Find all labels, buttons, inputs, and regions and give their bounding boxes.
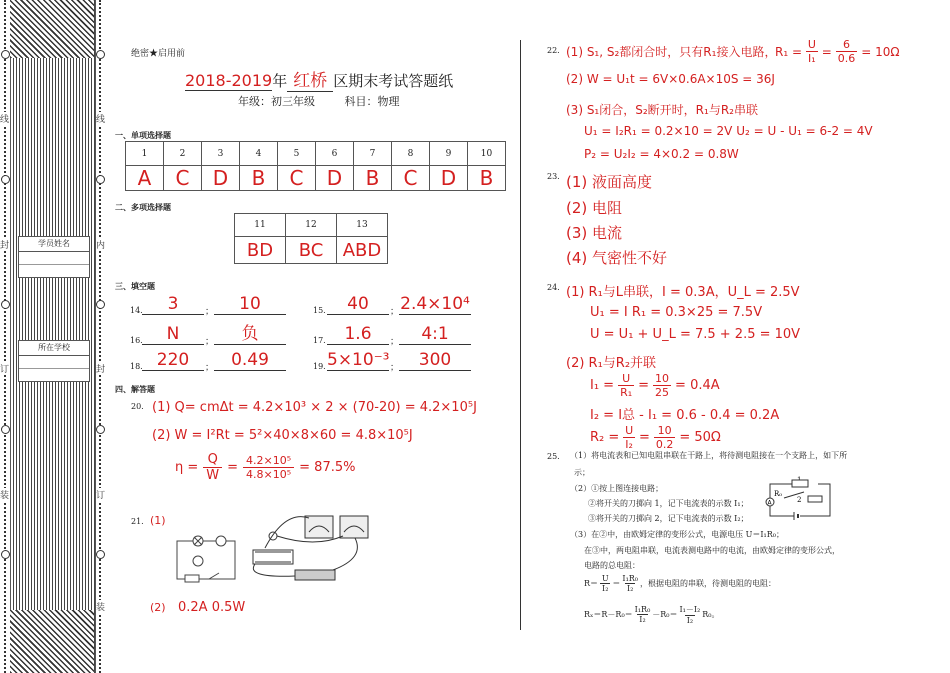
- hole-icon: [1, 300, 10, 309]
- fill-answer: 40: [327, 294, 389, 315]
- question-number: 14.: [130, 306, 143, 315]
- semicolon: ；: [390, 307, 400, 317]
- fraction: [618, 372, 634, 399]
- title-rest: 区期末考试答题纸: [333, 72, 454, 90]
- fraction-numerator: U: [625, 424, 634, 437]
- question-number: 18.: [130, 362, 143, 371]
- answer-cell: C: [278, 166, 316, 191]
- table-row: [126, 142, 506, 166]
- binding-char: 订: [0, 362, 9, 375]
- q24-line4: (2) R₁与R₂并联: [566, 356, 657, 371]
- fill-answer: 10: [214, 294, 286, 315]
- answer-cell: C: [392, 166, 430, 191]
- fraction-numerator: Q: [207, 452, 218, 467]
- binding-stripe: [10, 0, 96, 673]
- q23-item: (3) 电流: [566, 224, 623, 242]
- question-number: 6: [316, 142, 354, 166]
- q24-line1: (1) R₁与L串联，I = 0.3A，U_L = 2.5V: [566, 285, 800, 300]
- fraction: [243, 454, 294, 481]
- q20-efficiency: [175, 452, 355, 483]
- q21-part1: (1): [150, 514, 166, 527]
- fraction-denominator: 0.6: [837, 52, 856, 65]
- section1-heading: 一、单项选择题: [115, 130, 171, 140]
- fraction-denominator: I₂: [686, 616, 694, 625]
- q25-step3c: 电路的总电阻：: [584, 561, 640, 570]
- semicolon: ；: [390, 337, 400, 347]
- binding-char: 装: [0, 488, 9, 501]
- fraction-denominator: I₂: [625, 438, 633, 451]
- q21-answer2: 0.2A 0.5W: [178, 600, 246, 615]
- fraction-denominator: I₂: [639, 615, 646, 624]
- q25-formula1: [584, 574, 776, 593]
- question-number: 24.: [547, 283, 560, 292]
- fraction-denominator: R₁: [620, 386, 633, 399]
- question-number: 5: [278, 142, 316, 166]
- q24-line2: U₁ = I R₁ = 0.3×25 = 7.5V: [590, 305, 763, 320]
- fill-answer: 4:1: [399, 324, 471, 345]
- question-number: 9: [430, 142, 468, 166]
- section3-heading: 三、填空题: [115, 281, 155, 291]
- multi-choice-table: [234, 213, 388, 264]
- question-number: 21.: [131, 517, 144, 526]
- section4-heading: 四、解答题: [115, 384, 155, 394]
- q20-line1: (1) Q= cmΔt = 4.2×10³ × 2 × (70-20) = 4.2×10⁵J: [152, 400, 477, 415]
- fraction-numerator: U: [807, 38, 816, 51]
- question-number: 2: [164, 142, 202, 166]
- year-handwritten: 2018-2019: [185, 71, 273, 90]
- voltmeter-icon: [193, 556, 203, 566]
- q23-item: (2) 电阻: [566, 199, 623, 217]
- fraction: [654, 424, 676, 451]
- answer-cell: B: [240, 166, 278, 191]
- q25-step3: （3）在②中，由欧姆定律的变形公式，电源电压 U＝I₁R₀；: [570, 530, 784, 539]
- formula-result: = 0.4A: [675, 378, 720, 393]
- fill-answer: 负: [214, 324, 286, 345]
- hole-icon: [1, 550, 10, 559]
- binding-char: 订: [96, 488, 105, 501]
- answer-cell: BC: [286, 237, 337, 264]
- question-number: 13: [337, 214, 388, 237]
- formula-lhs: Rₓ＝R－R₀＝: [584, 610, 633, 619]
- ammeter-label: A: [767, 499, 772, 507]
- hole-icon: [96, 50, 105, 59]
- fill-answer: 300: [399, 350, 471, 371]
- formula-result: = 10Ω: [861, 44, 900, 59]
- apparatus-sketch: [225, 508, 375, 590]
- circuit-label-2: 2: [797, 496, 802, 504]
- q22-line2: (2) W = U₁t = 6V×0.6A×10S = 36J: [566, 72, 775, 86]
- q25-step1-cont: 示；: [574, 468, 590, 477]
- fraction: [623, 424, 635, 451]
- single-choice-table: [125, 141, 506, 191]
- answer-cell: D: [202, 166, 240, 191]
- fill-answer: 3: [142, 294, 204, 315]
- fraction-numerator: 6: [843, 38, 850, 51]
- resistor-icon: [808, 496, 822, 502]
- q24-resistance-formula: [590, 424, 721, 451]
- grade-label: 年级：初三年级: [238, 95, 315, 108]
- hole-icon: [96, 300, 105, 309]
- school-box: [18, 340, 90, 382]
- circuit-label-r0: R₀: [774, 490, 783, 498]
- fraction-numerator: 10: [657, 424, 672, 437]
- fraction: [600, 574, 610, 593]
- rheostat-icon: [185, 575, 199, 582]
- voltmeter-icon: [305, 516, 333, 538]
- fraction-denominator: 25: [655, 386, 670, 399]
- formula-lhs: R₂ =: [590, 430, 620, 445]
- q24-current-formula: [590, 372, 720, 399]
- column-divider: [520, 40, 521, 630]
- fraction-numerator: 10: [655, 372, 670, 385]
- eta-label: η =: [175, 460, 199, 475]
- fraction-denominator: 0.2: [655, 438, 674, 451]
- binding-char: 封: [0, 238, 9, 251]
- table-row: [235, 214, 388, 237]
- hatch-top: [10, 0, 94, 58]
- page-title: [185, 66, 453, 91]
- hole-icon: [96, 175, 105, 184]
- equals-sign: =: [638, 430, 650, 445]
- formula-text: －R₀＝: [652, 610, 678, 619]
- subtitle: [238, 93, 400, 109]
- q24-line6: I₂ = I总 - I₁ = 0.6 - 0.4 = 0.2A: [590, 408, 780, 423]
- q21-part2: (2): [150, 601, 166, 614]
- binding-char: 封: [96, 362, 105, 375]
- fill-answer: 220: [142, 350, 204, 371]
- fraction-denominator: I₂: [627, 584, 634, 593]
- q25-step2: （2）①按上图连接电路；: [570, 484, 664, 493]
- resistor-icon: [792, 480, 808, 487]
- semicolon: ；: [205, 363, 215, 373]
- fill-answer: 5×10⁻³: [327, 350, 390, 370]
- question-number: 22.: [547, 46, 560, 55]
- question-number: 1: [126, 142, 164, 166]
- formula-lhs: R＝: [584, 579, 599, 588]
- subject-label: 科目：物理: [344, 95, 400, 108]
- equals-sign: =: [227, 460, 239, 475]
- q22-line3: (3) S₁闭合，S₂断开时，R₁与R₂串联: [566, 103, 758, 117]
- formula-text: ，根据电阻的串联，待测电阻的电阻：: [640, 579, 777, 588]
- dotted-line: [99, 0, 101, 673]
- hole-icon: [96, 550, 105, 559]
- secret-mark: 绝密★启用前: [131, 49, 186, 59]
- answer-cell: C: [164, 166, 202, 191]
- hole-icon: [96, 425, 105, 434]
- fill-answer: 0.49: [214, 350, 286, 371]
- school-field[interactable]: [19, 356, 89, 369]
- formula-lhs: I₁ =: [590, 378, 615, 393]
- question-number: 3: [202, 142, 240, 166]
- efficiency-result: = 87.5%: [299, 460, 356, 475]
- question-number: 23.: [547, 172, 560, 181]
- fraction: [622, 574, 638, 593]
- fraction-numerator: I₁－I₂: [679, 605, 701, 614]
- q22-line4: U₁ = I₂R₁ = 0.2×10 = 2V U₂ = U - U₁ = 6-2 = 4V: [584, 124, 873, 138]
- answer-cell: ABD: [337, 237, 388, 264]
- question-number: 20.: [131, 402, 144, 411]
- question-number: 8: [392, 142, 430, 166]
- fraction-denominator: I₂: [602, 584, 609, 593]
- q25-step2b: ②将开关的刀掷向 1，记下电流表的示数 I₁；: [588, 499, 749, 508]
- fraction: [836, 38, 858, 65]
- hatch-bottom: [10, 610, 94, 673]
- q22-r1-formula: [775, 38, 900, 65]
- student-name-field[interactable]: [19, 252, 89, 265]
- fraction-numerator: 4.2×10⁵: [246, 454, 292, 467]
- answer-cell: D: [316, 166, 354, 191]
- binding-char: 装: [96, 600, 105, 613]
- question-number: 17.: [313, 336, 326, 345]
- q25-step3b: 在③中，两电阻串联，电流表测电路中的电流，由欧姆定律的变形公式，: [584, 546, 840, 555]
- q23-item: (1) 液面高度: [566, 173, 653, 191]
- section2-heading: 二、多项选择题: [115, 202, 171, 212]
- fraction: [203, 452, 222, 483]
- fill-answer: N: [142, 324, 204, 345]
- answer-cell: D: [430, 166, 468, 191]
- formula-result: R₀。: [702, 610, 720, 619]
- fill-answer: 2.4×10⁴: [400, 294, 470, 314]
- fraction-numerator: U: [601, 574, 609, 583]
- semicolon: ；: [205, 337, 215, 347]
- answer-cell: B: [468, 166, 506, 191]
- question-number: 12: [286, 214, 337, 237]
- question-number: 25.: [547, 452, 560, 461]
- binding-char: 线: [0, 112, 9, 125]
- q20-line2: (2) W = I²Rt = 5²×40×8×60 = 4.8×10⁵J: [152, 428, 413, 443]
- question-number: 10: [468, 142, 506, 166]
- table-row: [235, 237, 388, 264]
- district-handwritten: 红桥: [287, 71, 333, 92]
- fill-answer: 1.6: [327, 324, 389, 345]
- semicolon: ；: [205, 307, 215, 317]
- question-number: 11: [235, 214, 286, 237]
- student-name-box: [18, 236, 90, 278]
- binding-char: 内: [96, 238, 105, 251]
- question-number: 4: [240, 142, 278, 166]
- table-row: [126, 166, 506, 191]
- switch-icon: [209, 573, 219, 579]
- q24-line3: U = U₁ + U_L = 7.5 + 2.5 = 10V: [590, 327, 801, 342]
- q23-item: (4) 气密性不好: [566, 249, 668, 267]
- fraction-denominator: I₁: [808, 52, 816, 65]
- fraction-numerator: I₁R₀: [622, 574, 639, 583]
- q25-circuit: [764, 476, 836, 522]
- question-number: 15.: [313, 306, 326, 315]
- fraction-denominator: W: [203, 467, 222, 483]
- title-year-suffix: 年: [272, 72, 288, 90]
- q25-step2c: ③将开关的刀掷向 2，记下电流表的示数 I₂；: [588, 514, 749, 523]
- formula-lhs: R₁ =: [775, 44, 803, 59]
- q25-step1: （1）将电流表和已知电阻串联在干路上，将待测电阻接在一个支路上，如下所: [570, 451, 848, 460]
- fraction-denominator: 4.8×10⁵: [243, 467, 294, 481]
- equals-sign: ＝: [612, 579, 621, 588]
- equals-sign: =: [638, 378, 650, 393]
- fraction: [653, 372, 671, 399]
- fraction-numerator: U: [622, 372, 631, 385]
- question-number: 7: [354, 142, 392, 166]
- hole-icon: [1, 425, 10, 434]
- equals-sign: =: [821, 44, 832, 59]
- formula-result: = 50Ω: [679, 430, 721, 445]
- q22-line1: (1) S₁, S₂都闭合时，只有R₁接入电路，: [566, 45, 777, 59]
- question-number: 19.: [313, 362, 326, 371]
- battery-icon: [295, 570, 335, 580]
- student-name-label: 学员姓名: [19, 237, 89, 252]
- q22-line5: P₂ = U₂I₂ = 4×0.2 = 0.8W: [584, 147, 739, 161]
- fraction: [635, 605, 651, 624]
- binding-char: 线: [96, 112, 105, 125]
- fraction-numerator: I₁R₀: [634, 605, 651, 614]
- dotted-line: [4, 0, 6, 673]
- answer-cell: A: [126, 166, 164, 191]
- fraction: [806, 38, 818, 65]
- semicolon: ；: [390, 363, 400, 373]
- binding-margin: [0, 0, 110, 673]
- school-label: 所在学校: [19, 341, 89, 356]
- q25-formula2: [584, 604, 719, 625]
- hole-icon: [1, 50, 10, 59]
- fraction: [680, 604, 701, 625]
- question-number: 16.: [130, 336, 143, 345]
- ammeter-icon: [340, 516, 368, 538]
- answer-cell: BD: [235, 237, 286, 264]
- answer-cell: B: [354, 166, 392, 191]
- hole-icon: [1, 175, 10, 184]
